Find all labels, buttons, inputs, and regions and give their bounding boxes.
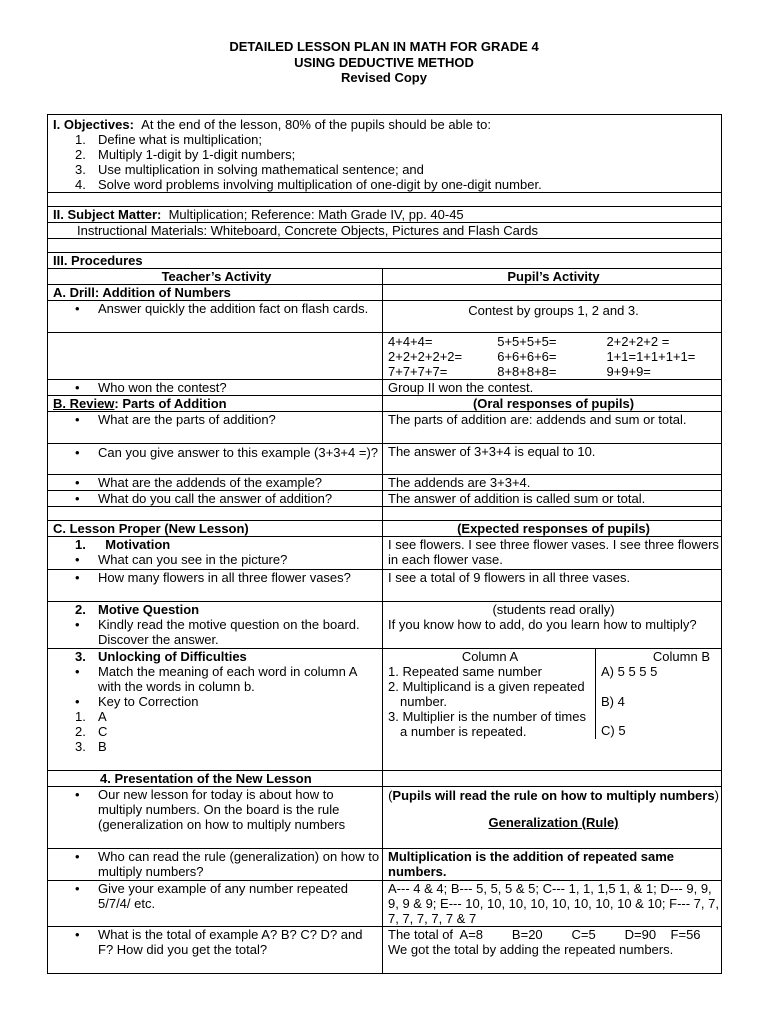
pupil-activity-heading: Pupil’s Activity bbox=[383, 269, 722, 285]
presentation-number: 4 bbox=[100, 771, 108, 786]
matching-columns bbox=[383, 649, 721, 739]
column-a-item: 3. Multiplier is the number of times a number is repeated. bbox=[388, 709, 586, 739]
objective-item: 4. Solve word problems involving multiplication of one-digit by one-digit number. bbox=[75, 177, 542, 192]
subject-matter-label: II. Subject Matter: bbox=[53, 207, 162, 222]
materials-text: Instructional Materials: Whiteboard, Concrete Objects, Pictures and Flash Cards bbox=[77, 223, 538, 238]
document-header bbox=[0, 39, 768, 86]
lesson-proper-pupil-heading: (Expected responses of pupils) bbox=[383, 521, 722, 537]
objectives-row bbox=[48, 115, 722, 193]
procedures-row bbox=[48, 253, 722, 269]
motive-question-text: If you know how to add, do you learn how to multiply? bbox=[388, 617, 697, 632]
key-item: 1. A bbox=[75, 709, 107, 724]
key-to-correction: • Key to Correction bbox=[53, 694, 380, 709]
column-b-item: C) 5 bbox=[601, 723, 626, 738]
motive-question-heading: 2. Motive Question bbox=[75, 602, 200, 617]
review-heading-row bbox=[48, 396, 722, 412]
review-answer: The parts of addition are: addends and sum or total. bbox=[383, 412, 722, 444]
objective-item: 2. Multiply 1-digit by 1-digit numbers; bbox=[75, 147, 296, 162]
column-headers-row bbox=[48, 269, 722, 285]
unlocking-row bbox=[48, 649, 722, 771]
column-a-item: 1. Repeated same number bbox=[388, 664, 542, 679]
motive-question-prompt: • Kindly read the motive question on the board. Discover the answer. bbox=[53, 617, 380, 647]
flash-cards: 4+4+4= 5+5+5+5= 2+2+2+2 = 2+2+2+2+2= 6+6+6+6= 1+1=1+1+1+1= 7+7+7+7= 8+8+8+8= 9+9+9= bbox=[383, 333, 722, 380]
presentation-heading-row bbox=[48, 771, 722, 787]
pupil-examples: A--- 4 & 4; B--- 5, 5, 5 & 5; C--- 1, 1, 1,5 1, & 1; D--- 9, 9, 9, 9 & 9; E--- 10, 10, 10, 10, 10, 10, 10, 10 & 10; F--- 7, 7, 7, 7, 7, 7, 7 & 7 bbox=[383, 881, 722, 927]
review-question: • What are the addends of the example? bbox=[53, 475, 380, 490]
unlocking-heading: 3. Unlocking of Difficulties bbox=[75, 649, 247, 664]
motivation-response: I see a total of 9 flowers in all three vases. bbox=[383, 570, 722, 602]
procedures-label: III. Procedures bbox=[53, 253, 143, 268]
drill-teacher-question: • Who won the contest? bbox=[53, 380, 380, 395]
title-line-2: USING DEDUCTIVE METHOD bbox=[294, 54, 474, 70]
presentation-pupil-note: (Pupils will read the rule on how to multiply numbers) bbox=[388, 788, 719, 803]
column-a bbox=[383, 649, 595, 739]
lesson-plan-table bbox=[47, 114, 722, 974]
motive-question-note: (students read orally) bbox=[492, 602, 615, 617]
review-question: • What are the parts of addition? bbox=[53, 412, 380, 427]
lesson-proper-label: C. Lesson Proper (New Lesson) bbox=[48, 521, 383, 537]
presentation-teacher-question: • Who can read the rule (generalization) on how to multiply numbers? bbox=[53, 849, 380, 879]
review-pupil-heading: (Oral responses of pupils) bbox=[383, 396, 722, 412]
motivation-heading: 1. Motivation bbox=[75, 537, 171, 552]
presentation-teacher-intro: • Our new lesson for today is about how to multiply numbers. On the board is the rule (generalization on how to multiply numbers bbox=[53, 787, 380, 832]
column-b-heading: Column B bbox=[652, 649, 710, 664]
motivation-question: • How many flowers in all three flower vases? bbox=[53, 570, 380, 585]
review-answer: The answer of 3+3+4 is equal to 10. bbox=[383, 444, 722, 475]
motivation-row bbox=[48, 537, 722, 570]
drill-label: A. Drill: Addition of Numbers bbox=[48, 285, 383, 301]
motivation-response: I see flowers. I see three flower vases. I see three flowers in each flower vase. bbox=[383, 537, 722, 570]
review-question: • What do you call the answer of addition? bbox=[53, 491, 380, 506]
generalization-heading: Generalization (Rule) bbox=[488, 815, 619, 830]
review-label: B. Review bbox=[53, 396, 115, 411]
subject-matter-row bbox=[48, 207, 722, 223]
multiplication-rule: Multiplication is the addition of repeated same numbers. bbox=[383, 849, 722, 881]
review-answer: The addends are 3+3+4. bbox=[383, 475, 722, 491]
column-b-item: A) 5 5 5 5 bbox=[601, 664, 658, 679]
column-a-heading: Column A bbox=[461, 649, 519, 664]
pupil-totals: The total of A=8 B=20 C=5 D=90 F=56 We got the total by adding the repeated numbers. bbox=[383, 927, 722, 974]
title-line-3: Revised Copy bbox=[341, 70, 427, 85]
spacer-row bbox=[48, 507, 722, 521]
review-answer: The answer of addition is called sum or total. bbox=[383, 491, 722, 507]
subject-matter-text: Multiplication; Reference: Math Grade IV, pp. 40-45 bbox=[168, 207, 464, 222]
column-b bbox=[595, 649, 721, 739]
presentation-teacher-question: • Give your example of any number repeated 5/7/4/ etc. bbox=[53, 881, 380, 911]
review-question: • Can you give answer to this example (3+3+4 =)? bbox=[53, 445, 380, 460]
objective-item: 1. Define what is multiplication; bbox=[75, 132, 263, 147]
objective-item: 3. Use multiplication in solving mathematical sentence; and bbox=[75, 162, 424, 177]
objectives-label: I. Objectives: bbox=[53, 117, 134, 132]
drill-heading-row bbox=[48, 285, 722, 301]
teacher-activity-heading: Teacher’s Activity bbox=[48, 269, 383, 285]
key-item: 3. B bbox=[75, 739, 107, 754]
presentation-title: . Presentation of the New Lesson bbox=[107, 771, 312, 786]
column-b-item: B) 4 bbox=[601, 694, 625, 709]
column-a-item: 2. Multiplicand is a given repeated number. bbox=[388, 679, 585, 709]
objectives-intro: At the end of the lesson, 80% of the pupils should be able to: bbox=[141, 117, 491, 132]
title-line-1: DETAILED LESSON PLAN IN MATH FOR GRADE 4 bbox=[229, 39, 539, 54]
lesson-proper-heading-row bbox=[48, 521, 722, 537]
motive-question-row bbox=[48, 602, 722, 649]
drill-pupil-response: Contest by groups 1, 2 and 3. bbox=[468, 303, 639, 318]
key-item: 2. C bbox=[75, 724, 108, 739]
spacer-row bbox=[48, 239, 722, 253]
spacer-row bbox=[48, 193, 722, 207]
review-label-suffix: : Parts of Addition bbox=[114, 396, 227, 411]
drill-teacher-prompt: • Answer quickly the addition fact on flash cards. bbox=[53, 301, 380, 316]
drill-pupil-answer: Group II won the contest. bbox=[383, 380, 722, 396]
flash-cards-row bbox=[48, 333, 722, 380]
unlocking-instruction: • Match the meaning of each word in column A with the words in column b. bbox=[53, 664, 380, 694]
motivation-question: • What can you see in the picture? bbox=[53, 552, 380, 567]
presentation-teacher-question: • What is the total of example A? B? C? D? and F? How did you get the total? bbox=[53, 927, 380, 957]
materials-row bbox=[48, 223, 722, 239]
